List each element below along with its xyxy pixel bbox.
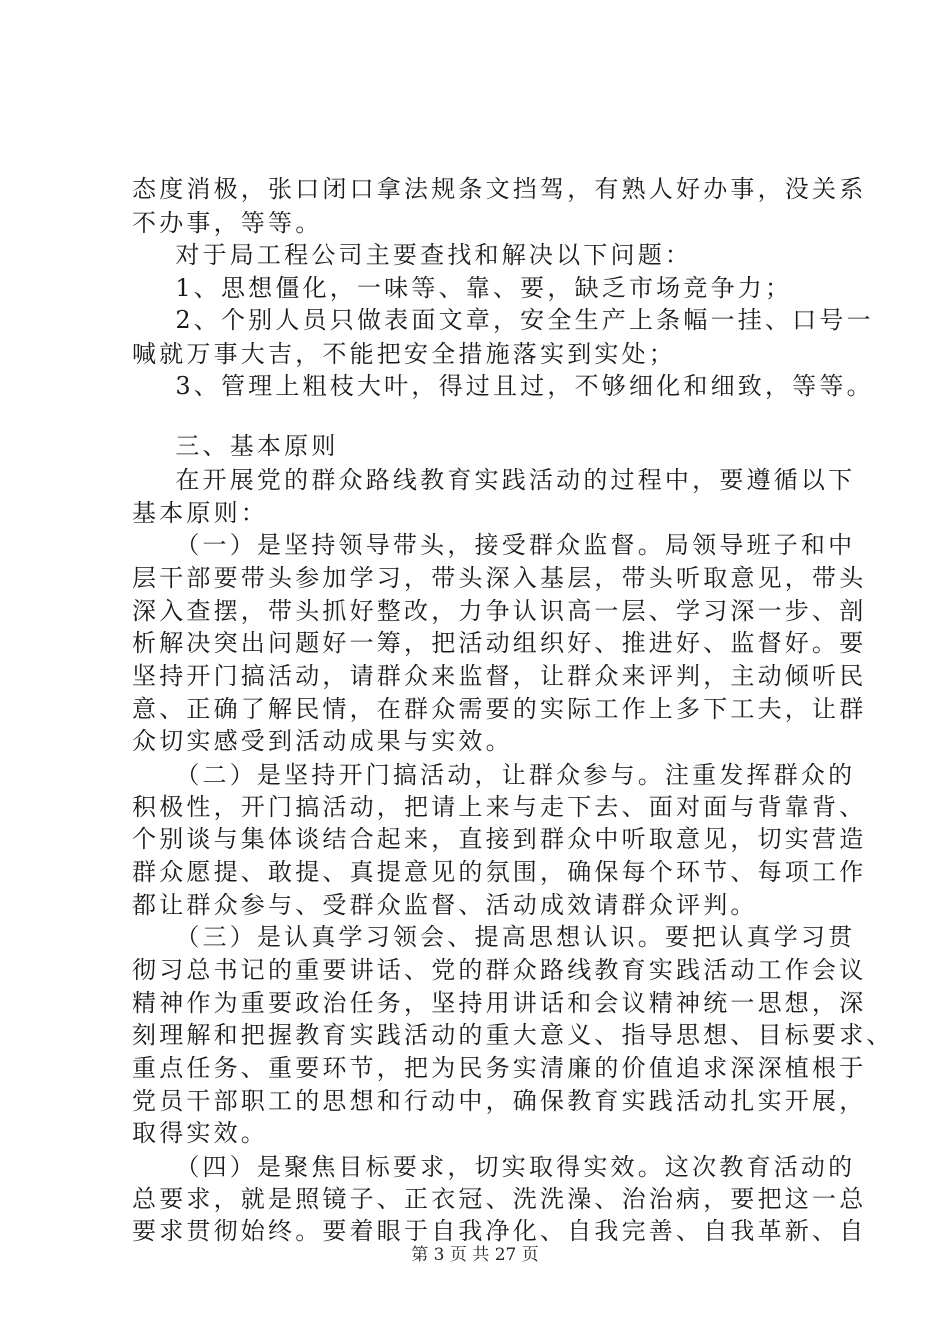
text-line: （三）是认真学习领会、提高思想认识。要把认真学习贯: [132, 923, 856, 951]
text-line: （四）是聚焦目标要求，切实取得实效。这次教育活动的: [132, 1153, 856, 1181]
text-line: 个别谈与集体谈结合起来，直接到群众中听取意见，切实营造: [132, 825, 867, 853]
text-line: 群众愿提、敢提、真提意见的氛围，确保每个环节、每项工作: [132, 858, 867, 886]
text-line: 精神作为重要政治任务，坚持用讲话和会议精神统一思想，深: [132, 989, 867, 1017]
text-line: 彻习总书记的重要讲话、党的群众路线教育实践活动工作会议: [132, 956, 867, 984]
text-line: 坚持开门搞活动，请群众来监督，让群众来评判，主动倾听民: [132, 662, 867, 690]
text-line: 析解决突出问题好一筹，把活动组织好、推进好、监督好。要: [132, 629, 867, 657]
text-line: 基本原则：: [132, 499, 268, 527]
text-line: 意、正确了解民情，在群众需要的实际工作上多下工夫，让群: [132, 695, 867, 723]
text-line: 喊就万事大吉，不能把安全措施落实到实处；: [132, 340, 676, 368]
text-line: 取得实效。: [132, 1119, 268, 1147]
text-line: 3、管理上粗枝大叶，得过且过，不够细化和细致，等等。: [132, 372, 874, 400]
text-line: 刻理解和把握教育实践活动的重大意义、指导思想、目标要求、: [132, 1021, 894, 1049]
text-line: 层干部要带头参加学习，带头深入基层，带头听取意见，带头: [132, 564, 867, 592]
text-line: 2、个别人员只做表面文章，安全生产上条幅一挂、口号一: [132, 306, 874, 334]
text-line: 对于局工程公司主要查找和解决以下问题：: [132, 241, 693, 269]
page-number-footer: 第 3 页 共 27 页: [411, 1245, 539, 1265]
text-line: 积极性，开门搞活动，把请上来与走下去、面对面与背靠背、: [132, 793, 867, 821]
text-line: 党员干部职工的思想和行动中，确保教育实践活动扎实开展，: [132, 1087, 867, 1115]
text-line: 总要求，就是照镜子、正衣冠、洗洗澡、治治病，要把这一总: [132, 1185, 867, 1213]
text-line: 众切实感受到活动成果与实效。: [132, 727, 513, 755]
text-line: （一）是坚持领导带头，接受群众监督。局领导班子和中: [132, 531, 856, 559]
text-line: 重点任务、重要环节，把为民务实清廉的价值追求深深植根于: [132, 1054, 867, 1082]
text-line: 要求贯彻始终。要着眼于自我净化、自我完善、自我革新、自: [132, 1217, 867, 1245]
text-line: 1、思想僵化，一味等、靠、要，缺乏市场竞争力；: [132, 274, 793, 302]
text-line: 不办事，等等。: [132, 209, 323, 237]
text-line: （二）是坚持开门搞活动，让群众参与。注重发挥群众的: [132, 761, 856, 789]
text-line: 都让群众参与、受群众监督、活动成效请群众评判。: [132, 891, 758, 919]
text-line: 在开展党的群众路线教育实践活动的过程中，要遵循以下: [132, 466, 856, 494]
text-line: 深入查摆，带头抓好整改，力争认识高一层、学习深一步、剖: [132, 597, 867, 625]
text-line: 态度消极，张口闭口拿法规条文挡驾，有熟人好办事，没关系: [132, 175, 867, 203]
section-heading: 三、基本原则: [132, 432, 339, 460]
